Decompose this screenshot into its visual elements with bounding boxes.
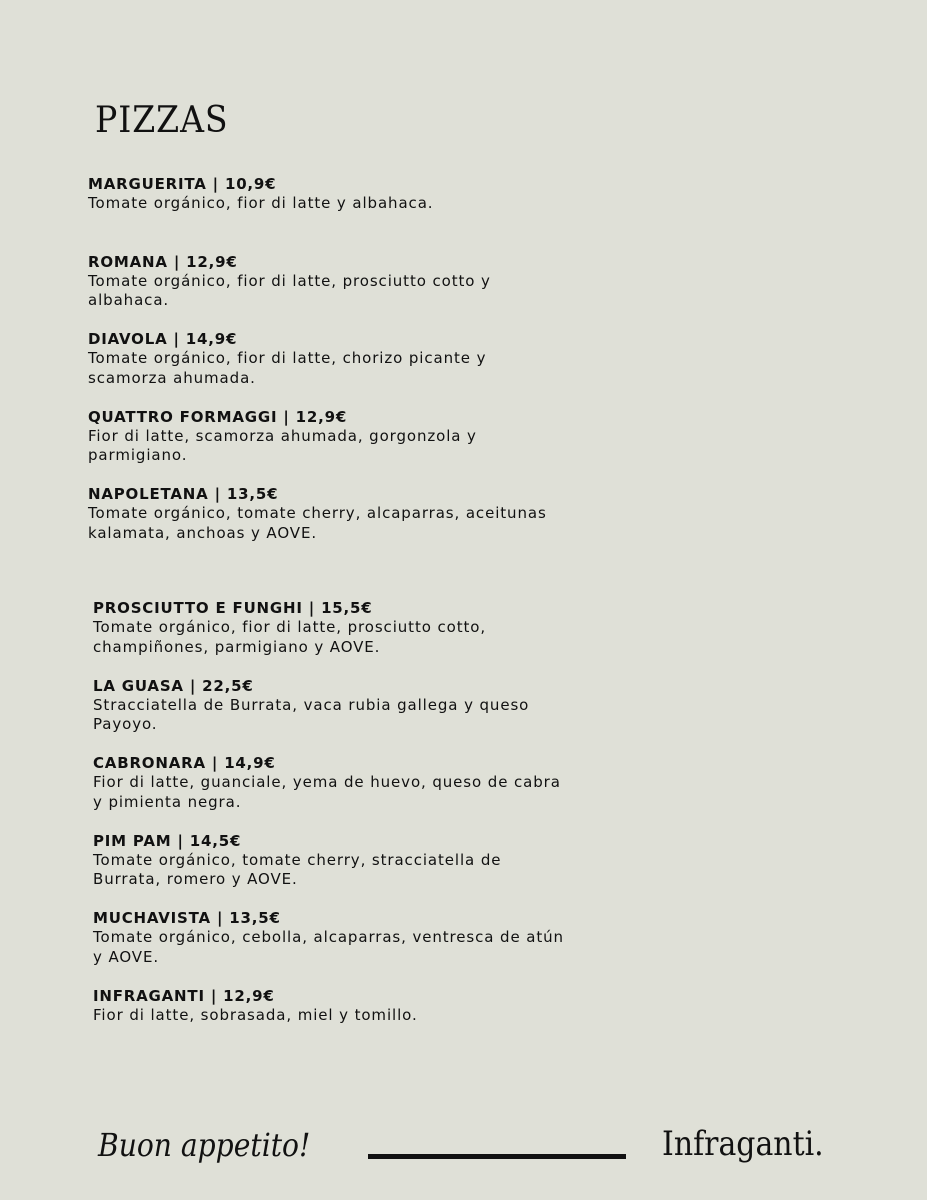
footer-divider — [368, 1154, 626, 1159]
item-name-price: NAPOLETANA | 13,5€ — [88, 485, 279, 503]
item-name-price: INFRAGANTI | 12,9€ — [93, 986, 275, 1005]
menu-item — [93, 908, 573, 986]
item-name-price: PIM PAM | 14,5€ — [93, 831, 242, 850]
item-name-price: DIAVOLA | 14,9€ — [88, 330, 238, 348]
menu-item — [93, 831, 573, 909]
item-name-price: PROSCIUTTO E FUNGHI | 15,5€ — [93, 599, 373, 617]
item-description: Tomate orgánico, fior di latte, chorizo picante y scamorza ahumada. — [88, 349, 487, 387]
menu-item — [88, 484, 568, 562]
item-name-price: LA GUASA | 22,5€ — [93, 676, 254, 695]
item-description: Fior di latte, guanciale, yema de huevo, queso de cabra y pimienta negra. — [93, 773, 561, 811]
menu-group-2 — [93, 598, 573, 1063]
page-title: PIZZAS — [95, 100, 229, 141]
item-description: Tomate orgánico, tomate cherry, stracciatella de Burrata, romero y AOVE. — [93, 850, 502, 888]
item-description: Tomate orgánico, fior di latte, prosciutto cotto y albahaca. — [88, 271, 491, 309]
item-name-price: ROMANA | 12,9€ — [88, 252, 238, 271]
footer-greeting: Buon appetito! — [98, 1126, 311, 1164]
item-description: Tomate orgánico, cebolla, alcaparras, ventresca de atún y AOVE. — [93, 928, 564, 966]
brand-logo: Infraganti. — [662, 1124, 824, 1164]
menu-group-1 — [88, 174, 568, 562]
item-name-price: QUATTRO FORMAGGI | 12,9€ — [88, 407, 348, 426]
menu-item — [93, 986, 573, 1064]
item-description: Fior di latte, sobrasada, miel y tomillo. — [93, 1005, 418, 1024]
menu-item — [88, 252, 568, 330]
menu-item — [88, 174, 568, 252]
item-description: Fior di latte, scamorza ahumada, gorgonzola y parmigiano. — [88, 426, 477, 464]
item-description: Tomate orgánico, fior di latte, prosciutto cotto, champiñones, parmigiano y AOVE. — [93, 618, 487, 656]
item-description: Stracciatella de Burrata, vaca rubia gallega y queso Payoyo. — [93, 695, 530, 733]
menu-item — [93, 753, 573, 831]
item-description: Tomate orgánico, tomate cherry, alcaparras, aceitunas kalamata, anchoas y AOVE. — [88, 504, 547, 542]
item-name-price: MARGUERITA | 10,9€ — [88, 175, 277, 193]
item-name-price: MUCHAVISTA | 13,5€ — [93, 909, 281, 927]
menu-item — [93, 676, 573, 754]
menu-item — [88, 329, 568, 407]
item-description: Tomate orgánico, fior di latte y albahaca. — [88, 194, 434, 212]
menu-item — [93, 598, 573, 676]
item-name-price: CABRONARA | 14,9€ — [93, 754, 276, 772]
menu-item — [88, 407, 568, 485]
